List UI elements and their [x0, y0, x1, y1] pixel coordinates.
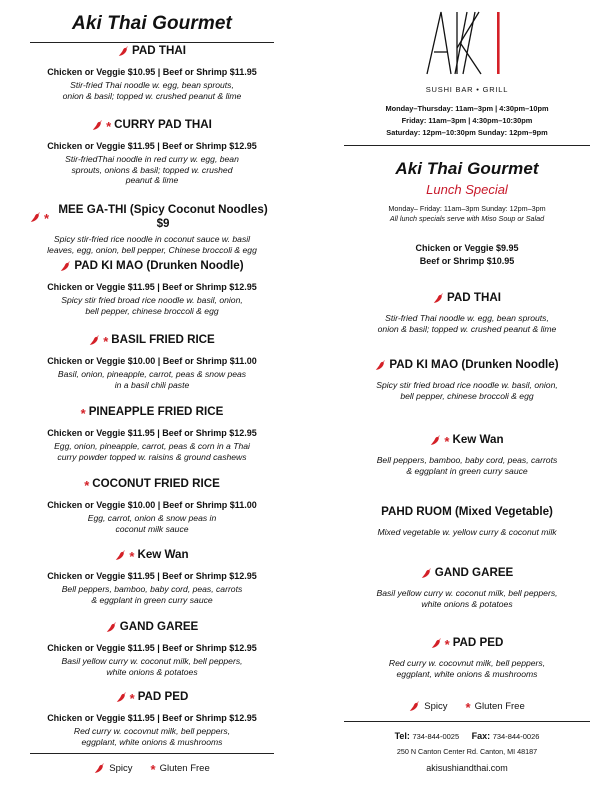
legend-spicy-label: Spicy	[109, 762, 133, 774]
chili-icon	[118, 45, 129, 57]
item-price: Chicken or Veggie $11.95 | Beef or Shrimp $12.95	[47, 643, 257, 653]
item-name: MEE GA-THI (Spicy Coconut Noodles) $9	[58, 203, 268, 230]
right-bottom-divider	[344, 721, 590, 722]
lunch-note: All lunch specials serve with Miso Soup or Salad	[389, 214, 545, 223]
item-description: Stir-friedThai noodle in red curry w. egg, bean sprouts, onions & basil; topped w. crushed peanut & lime	[65, 154, 239, 186]
lunch-menu-item	[344, 291, 590, 334]
right-title: Aki Thai Gourmet	[395, 159, 539, 178]
left-title: Aki Thai Gourmet	[72, 13, 232, 34]
contact-phone-fax	[344, 731, 590, 741]
item-name: PAD THAI	[447, 291, 501, 304]
item-description: Mixed vegetable w. yellow curry & coconut milk	[377, 527, 557, 537]
menu-item	[30, 620, 274, 677]
item-name: COCONUT FRIED RICE	[92, 477, 220, 490]
menu-item	[30, 44, 274, 101]
item-name: GAND GAREE	[434, 566, 514, 579]
item-price: Chicken or Veggie $11.95 | Beef or Shrimp $12.95	[47, 713, 257, 723]
item-description: Basil, onion, pineapple, carrot, peas & snow peas in a basil chili paste	[57, 369, 247, 390]
left-legend	[30, 762, 274, 777]
item-name: PAHD RUOM (Mixed Vegetable)	[381, 505, 553, 518]
item-name: CURRY PAD THAI	[114, 118, 212, 131]
menu-item	[30, 333, 274, 390]
chili-icon	[409, 700, 420, 712]
lunch-special-subtitle: Lunch Special	[426, 182, 508, 197]
item-price: Chicken or Veggie $10.95 | Beef or Shrimp $11.95	[47, 67, 257, 77]
menu-item	[30, 118, 274, 186]
lunch-prices	[344, 242, 590, 268]
item-name: Kew Wan	[137, 548, 189, 561]
chili-icon	[430, 434, 441, 446]
hours-line: Monday–Thursday: 11am–3pm | 4:30pm–10pm	[385, 104, 549, 113]
chili-icon	[106, 621, 117, 633]
opening-hours	[344, 103, 590, 139]
chili-icon	[94, 762, 105, 774]
gluten-free-icon: *	[106, 119, 112, 134]
chili-icon	[92, 119, 103, 131]
left-title-divider	[30, 42, 274, 43]
item-price: Chicken or Veggie $11.95 | Beef or Shrimp $12.95	[47, 428, 257, 438]
tel-label: Tel:	[394, 731, 410, 741]
logo-tagline: SUSHI BAR • GRILL	[425, 85, 509, 94]
aki-logo-mark	[417, 8, 517, 78]
gluten-free-icon: *	[44, 211, 50, 226]
item-description: Egg, carrot, onion & snow peas in coconut milk sauce	[87, 513, 217, 534]
tel-number: 734-844-0025	[412, 732, 460, 741]
item-name: PAD PED	[452, 636, 504, 649]
legend-gf-label: Gluten Free	[159, 762, 210, 774]
item-name: PAD KI MAO (Drunken Noodle)	[389, 358, 559, 371]
chili-icon	[375, 359, 386, 371]
menu-item	[30, 259, 274, 316]
lunch-price-beef: Beef or Shrimp $10.95	[419, 256, 515, 266]
lunch-menu-item	[344, 433, 590, 476]
address: 250 N Canton Center Rd. Canton, MI 48187	[396, 747, 538, 756]
gluten-free-icon: *	[129, 549, 135, 564]
item-price: Chicken or Veggie $11.95 | Beef or Shrimp $12.95	[47, 282, 257, 292]
item-description: Stir-fried Thai noodle w. egg, bean sprouts, onion & basil; topped w. crushed peanut & lime	[62, 80, 242, 101]
item-price: Chicken or Veggie $11.95 | Beef or Shrimp $12.95	[47, 141, 257, 151]
item-price: Chicken or Veggie $10.00 | Beef or Shrimp $11.00	[47, 356, 257, 366]
menu-item	[30, 477, 274, 534]
gluten-free-icon: *	[150, 762, 156, 777]
chili-icon	[431, 637, 442, 649]
item-name: PAD THAI	[132, 44, 186, 57]
item-description: Basil yellow curry w. coconut milk, bell peppers, white onions & potatoes	[376, 588, 558, 609]
menu-item	[30, 548, 274, 605]
lunch-price-chicken: Chicken or Veggie $9.95	[415, 243, 519, 253]
lunch-menu-item	[344, 566, 590, 609]
item-description: Basil yellow curry w. coconut milk, bell peppers, white onions & potatoes	[61, 656, 243, 677]
lunch-menu-item	[344, 358, 590, 401]
legend-spicy-label: Spicy	[424, 700, 448, 712]
right-legend	[344, 700, 590, 715]
aki-logo	[417, 8, 517, 94]
chili-icon	[89, 334, 100, 346]
menu-item	[30, 203, 274, 255]
menu-item	[30, 690, 274, 747]
item-name: PAD PED	[137, 690, 189, 703]
gluten-free-icon: *	[84, 478, 90, 493]
menu-item	[30, 405, 274, 462]
lunch-menu-item	[344, 636, 590, 679]
item-description: Spicy stir-fried rice noodle in coconut sauce w. basil leaves, egg, onion, bell pepper, Chinese broccoli & egg	[47, 234, 257, 255]
gluten-free-icon: *	[80, 406, 86, 421]
chili-icon	[421, 567, 432, 579]
item-description: Egg, onion, pineapple, carrot, peas & corn in a Thai curry powder topped w. raisins & ground cashews	[54, 441, 250, 462]
item-description: Stir-fried Thai noodle w. egg, bean sprouts, onion & basil; topped w. crushed peanut & lime	[377, 313, 557, 334]
item-price: Chicken or Veggie $10.00 | Beef or Shrimp $11.00	[47, 500, 257, 510]
gluten-free-icon: *	[444, 434, 450, 449]
item-description: Spicy stir fried broad rice noodle w. basil, onion, bell pepper, chinese broccoli & egg	[376, 380, 558, 401]
item-name: BASIL FRIED RICE	[111, 333, 215, 346]
chili-icon	[116, 691, 127, 703]
lunch-hours: Monday– Friday: 11am–3pm Sunday: 12pm–3pm	[388, 204, 546, 213]
item-description: Bell peppers, bamboo, baby cord, peas, carrots & eggplant in green curry sauce	[61, 584, 243, 605]
left-bottom-divider	[30, 753, 274, 754]
item-description: Red curry w. cocovnut milk, bell peppers, eggplant, white onions & mushrooms	[73, 726, 231, 747]
item-name: Kew Wan	[452, 433, 504, 446]
right-top-divider	[344, 145, 590, 146]
hours-line: Friday: 11am–3pm | 4:30pm–10:30pm	[401, 116, 533, 125]
gluten-free-icon: *	[103, 334, 109, 349]
item-description: Bell peppers, bamboo, baby cord, peas, carrots & eggplant in green curry sauce	[376, 455, 558, 476]
item-description: Red curry w. cocovnut milk, bell peppers, eggplant, white onions & mushrooms	[388, 658, 546, 679]
item-name: PAD KI MAO (Drunken Noodle)	[74, 259, 244, 272]
website: akisushiandthai.com	[426, 763, 508, 773]
lunch-menu-item	[344, 505, 590, 538]
item-name: PINEAPPLE FRIED RICE	[88, 405, 224, 418]
gluten-free-icon: *	[465, 700, 471, 715]
fax-number: 734-844-0026	[492, 732, 540, 741]
chili-icon	[433, 292, 444, 304]
legend-gf-label: Gluten Free	[474, 700, 525, 712]
left-menu-column	[30, 0, 274, 777]
chili-icon	[60, 260, 71, 272]
chili-icon	[30, 211, 41, 223]
hours-line: Saturday: 12pm–10:30pm Sunday: 12pm–9pm	[386, 128, 548, 137]
item-description: Spicy stir fried broad rice noodle w. basil, onion, bell pepper, chinese broccoli & egg	[61, 295, 243, 316]
chili-icon	[115, 549, 126, 561]
gluten-free-icon: *	[129, 691, 135, 706]
item-name: GAND GAREE	[119, 620, 199, 633]
gluten-free-icon: *	[444, 637, 450, 652]
fax-label: Fax:	[471, 731, 491, 741]
item-price: Chicken or Veggie $11.95 | Beef or Shrimp $12.95	[47, 571, 257, 581]
